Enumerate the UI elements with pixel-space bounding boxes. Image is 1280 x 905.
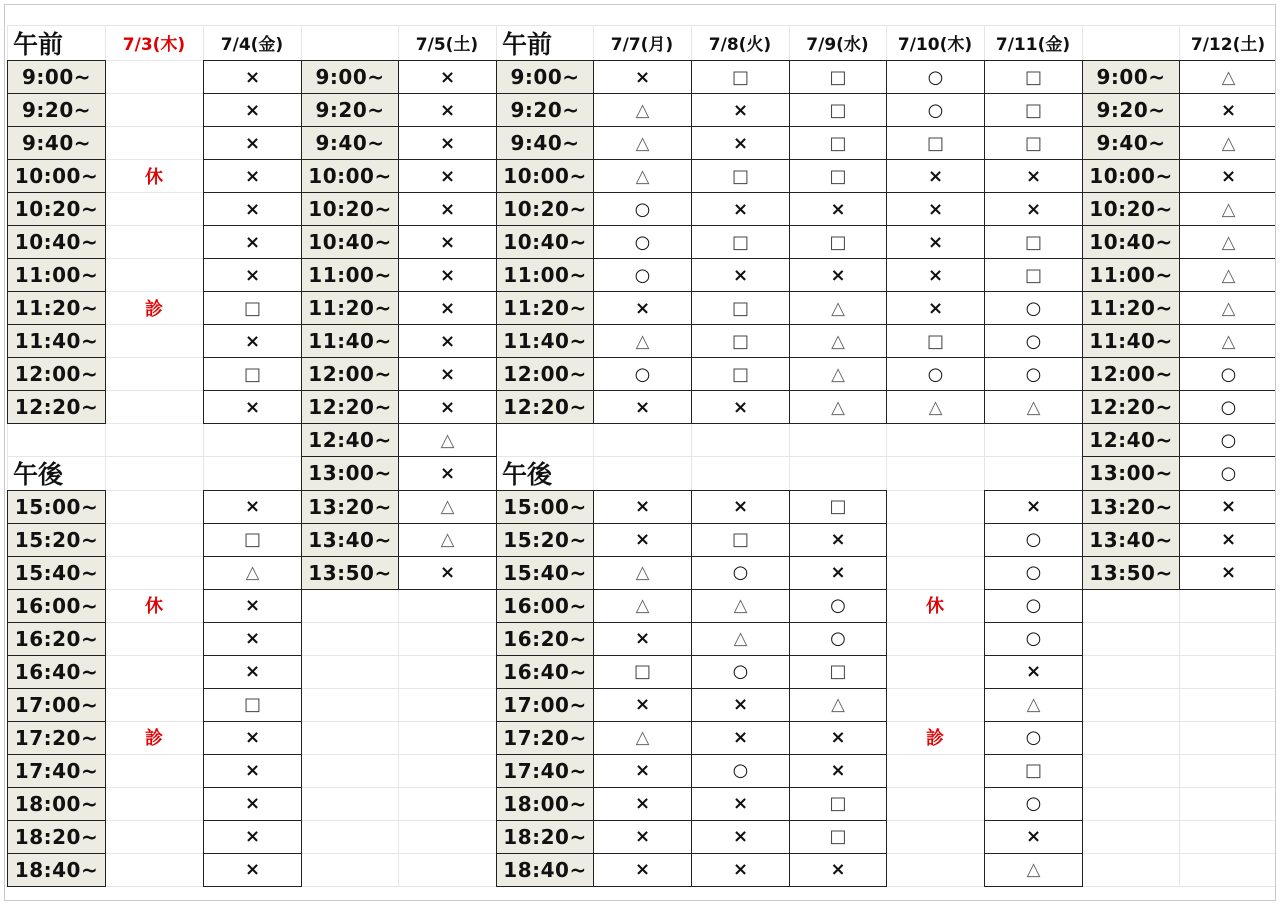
time-slot-label: 10:00~ xyxy=(1082,159,1180,193)
time-slot-label: 15:00~ xyxy=(496,490,594,524)
time-slot-label: 12:20~ xyxy=(1082,390,1180,424)
availability-mark: × xyxy=(593,291,692,325)
availability-mark: △ xyxy=(789,390,887,424)
time-slot-label: 13:50~ xyxy=(301,556,399,590)
availability-mark: △ xyxy=(789,291,887,325)
time-slot-label: 11:20~ xyxy=(1082,291,1180,325)
time-slot-label: 10:40~ xyxy=(496,225,594,259)
time-slot-label: 13:00~ xyxy=(301,456,399,490)
availability-mark: × xyxy=(593,490,692,524)
availability-mark: × xyxy=(1179,159,1276,193)
availability-mark: ○ xyxy=(1179,423,1276,457)
availability-mark: ○ xyxy=(593,357,692,391)
availability-mark: × xyxy=(203,655,302,689)
time-slot-label: 11:40~ xyxy=(496,324,594,358)
availability-mark: ○ xyxy=(984,324,1083,358)
availability-mark: ○ xyxy=(691,754,790,788)
availability-mark: × xyxy=(398,93,497,127)
availability-mark: × xyxy=(691,192,790,226)
availability-mark: × xyxy=(203,589,302,623)
availability-mark: △ xyxy=(789,357,887,391)
date-header-0711: 7/11(金) xyxy=(995,35,1071,55)
availability-mark: × xyxy=(203,754,302,788)
time-slot-label: 12:20~ xyxy=(301,390,399,424)
availability-mark: × xyxy=(593,754,692,788)
availability-mark: ○ xyxy=(1179,456,1276,490)
closed-day-label: 診 xyxy=(145,728,163,750)
availability-mark: △ xyxy=(593,93,692,127)
availability-mark: × xyxy=(203,93,302,127)
availability-mark: ○ xyxy=(984,787,1083,821)
availability-mark: △ xyxy=(1179,258,1276,292)
time-slot-label: 10:00~ xyxy=(496,159,594,193)
availability-mark: □ xyxy=(984,126,1083,160)
time-slot-label: 17:20~ xyxy=(496,721,594,755)
availability-mark: △ xyxy=(398,423,497,457)
time-slot-label: 17:40~ xyxy=(496,754,594,788)
time-slot-label: 12:00~ xyxy=(301,357,399,391)
availability-mark: □ xyxy=(984,225,1083,259)
time-slot-label: 11:20~ xyxy=(496,291,594,325)
time-slot-label: 16:20~ xyxy=(7,622,106,656)
availability-mark: × xyxy=(691,721,790,755)
time-slot-label: 9:40~ xyxy=(301,126,399,160)
availability-mark: × xyxy=(398,192,497,226)
availability-mark: □ xyxy=(789,820,887,854)
availability-mark: × xyxy=(398,291,497,325)
availability-mark: △ xyxy=(398,490,497,524)
time-slot-label: 18:40~ xyxy=(496,853,594,887)
availability-mark: × xyxy=(203,60,302,94)
availability-mark: △ xyxy=(1179,324,1276,358)
time-slot-label: 10:20~ xyxy=(7,192,106,226)
availability-mark: △ xyxy=(1179,291,1276,325)
time-slot-label: 18:40~ xyxy=(7,853,106,887)
availability-mark: × xyxy=(398,159,497,193)
date-header-0709: 7/9(水) xyxy=(806,35,869,55)
time-slot-label: 17:20~ xyxy=(7,721,106,755)
availability-mark: × xyxy=(984,820,1083,854)
availability-mark: □ xyxy=(691,324,790,358)
availability-mark: ○ xyxy=(691,655,790,689)
time-slot-label: 13:20~ xyxy=(1082,490,1180,524)
availability-mark: × xyxy=(691,490,790,524)
availability-mark: □ xyxy=(691,357,790,391)
time-slot-label: 11:20~ xyxy=(301,291,399,325)
time-slot-label: 13:50~ xyxy=(1082,556,1180,590)
time-slot-label: 18:20~ xyxy=(496,820,594,854)
availability-mark: × xyxy=(398,258,497,292)
closed-day-label: 診 xyxy=(145,298,163,320)
availability-mark: × xyxy=(203,324,302,358)
availability-mark: × xyxy=(984,655,1083,689)
availability-mark: × xyxy=(691,390,790,424)
availability-mark: × xyxy=(886,225,985,259)
availability-mark: △ xyxy=(1179,225,1276,259)
availability-mark: × xyxy=(789,192,887,226)
availability-mark: × xyxy=(593,820,692,854)
availability-mark: × xyxy=(789,853,887,887)
availability-mark: × xyxy=(398,390,497,424)
availability-mark: × xyxy=(789,754,887,788)
availability-mark: □ xyxy=(789,93,887,127)
availability-mark: ○ xyxy=(984,556,1083,590)
availability-mark: × xyxy=(886,258,985,292)
time-slot-label: 15:00~ xyxy=(7,490,106,524)
closed-day-label: 休 xyxy=(145,596,163,618)
time-slot-label: 10:40~ xyxy=(1082,225,1180,259)
time-slot-label: 9:00~ xyxy=(496,60,594,94)
availability-mark: × xyxy=(398,324,497,358)
time-slot-label: 16:20~ xyxy=(496,622,594,656)
time-slot-label: 17:40~ xyxy=(7,754,106,788)
availability-mark: □ xyxy=(789,655,887,689)
time-slot-label: 15:40~ xyxy=(496,556,594,590)
availability-mark: △ xyxy=(1179,192,1276,226)
availability-mark: × xyxy=(984,192,1083,226)
availability-mark: × xyxy=(789,556,887,590)
section-title-afternoon: 午後 xyxy=(502,459,553,489)
time-slot-label: 9:20~ xyxy=(496,93,594,127)
time-slot-label: 16:00~ xyxy=(496,589,594,623)
availability-mark: × xyxy=(691,258,790,292)
time-slot-label: 11:20~ xyxy=(7,291,106,325)
availability-mark: × xyxy=(789,258,887,292)
availability-mark: △ xyxy=(1179,60,1276,94)
date-header-0703: 7/3(木) xyxy=(122,35,186,55)
availability-mark: △ xyxy=(789,324,887,358)
time-slot-label: 16:00~ xyxy=(7,589,106,623)
availability-mark: □ xyxy=(789,490,887,524)
time-slot-label: 17:00~ xyxy=(496,688,594,722)
availability-mark: × xyxy=(1179,556,1276,590)
time-slot-label: 13:40~ xyxy=(1082,523,1180,557)
time-slot-label: 9:40~ xyxy=(1082,126,1180,160)
time-slot-label: 11:00~ xyxy=(7,258,106,292)
availability-mark: □ xyxy=(984,60,1083,94)
availability-mark: × xyxy=(691,93,790,127)
availability-mark: □ xyxy=(789,225,887,259)
time-slot-label: 12:20~ xyxy=(496,390,594,424)
availability-mark: △ xyxy=(593,159,692,193)
availability-mark: △ xyxy=(593,721,692,755)
time-slot-label: 10:40~ xyxy=(7,225,106,259)
availability-mark: △ xyxy=(398,523,497,557)
availability-mark: × xyxy=(398,357,497,391)
availability-mark: △ xyxy=(984,390,1083,424)
availability-mark: × xyxy=(203,258,302,292)
time-slot-label: 12:20~ xyxy=(7,390,106,424)
time-slot-label: 11:00~ xyxy=(496,258,594,292)
availability-mark: ○ xyxy=(886,93,985,127)
time-slot-label: 11:40~ xyxy=(1082,324,1180,358)
availability-mark: ○ xyxy=(593,225,692,259)
time-slot-label: 16:40~ xyxy=(496,655,594,689)
availability-mark: □ xyxy=(203,688,302,722)
time-slot-label: 12:00~ xyxy=(7,357,106,391)
availability-mark: △ xyxy=(984,688,1083,722)
availability-mark: × xyxy=(203,390,302,424)
availability-mark: × xyxy=(984,490,1083,524)
closed-day-label: 休 xyxy=(926,596,944,618)
availability-mark: □ xyxy=(691,159,790,193)
availability-mark: × xyxy=(1179,490,1276,524)
availability-mark: ○ xyxy=(984,357,1083,391)
time-slot-label: 9:20~ xyxy=(301,93,399,127)
closed-day-label: 休 xyxy=(145,166,163,188)
availability-mark: □ xyxy=(203,357,302,391)
availability-mark: × xyxy=(691,126,790,160)
availability-mark: △ xyxy=(203,556,302,590)
time-slot-label: 13:20~ xyxy=(301,490,399,524)
time-slot-label: 10:00~ xyxy=(7,159,106,193)
availability-mark: □ xyxy=(789,126,887,160)
availability-mark: ○ xyxy=(886,357,985,391)
section-title-afternoon: 午後 xyxy=(13,459,64,489)
section-title-morning: 午前 xyxy=(502,29,553,59)
availability-mark: × xyxy=(984,159,1083,193)
time-slot-label: 9:20~ xyxy=(1082,93,1180,127)
availability-mark: ○ xyxy=(593,192,692,226)
availability-mark: □ xyxy=(691,60,790,94)
availability-mark: □ xyxy=(691,291,790,325)
availability-mark: ○ xyxy=(984,589,1083,623)
time-slot-label: 11:40~ xyxy=(301,324,399,358)
availability-mark: × xyxy=(886,291,985,325)
availability-mark: □ xyxy=(984,93,1083,127)
availability-mark: × xyxy=(203,853,302,887)
availability-mark: × xyxy=(203,820,302,854)
time-slot-label: 12:00~ xyxy=(496,357,594,391)
availability-mark: × xyxy=(593,853,692,887)
availability-mark: × xyxy=(203,622,302,656)
availability-mark: □ xyxy=(886,324,985,358)
availability-mark: □ xyxy=(789,60,887,94)
availability-mark: × xyxy=(593,60,692,94)
availability-mark: × xyxy=(593,622,692,656)
availability-mark: △ xyxy=(593,126,692,160)
availability-mark: □ xyxy=(203,291,302,325)
time-slot-label: 13:00~ xyxy=(1082,456,1180,490)
availability-mark: × xyxy=(398,126,497,160)
availability-mark: × xyxy=(203,126,302,160)
availability-mark: □ xyxy=(984,258,1083,292)
time-slot-label: 11:00~ xyxy=(301,258,399,292)
availability-mark: △ xyxy=(789,688,887,722)
time-slot-label: 16:40~ xyxy=(7,655,106,689)
time-slot-label: 9:00~ xyxy=(301,60,399,94)
time-slot-label: 13:40~ xyxy=(301,523,399,557)
availability-mark: × xyxy=(593,688,692,722)
availability-mark: × xyxy=(789,721,887,755)
availability-mark: ○ xyxy=(789,622,887,656)
time-slot-label: 17:00~ xyxy=(7,688,106,722)
availability-mark: □ xyxy=(789,787,887,821)
availability-mark: × xyxy=(203,787,302,821)
availability-mark: ○ xyxy=(593,258,692,292)
date-header-0704: 7/4(金) xyxy=(220,35,284,55)
availability-mark: □ xyxy=(886,126,985,160)
availability-mark: × xyxy=(203,225,302,259)
time-slot-label: 12:40~ xyxy=(301,423,399,457)
availability-mark: △ xyxy=(691,622,790,656)
availability-mark: ○ xyxy=(886,60,985,94)
time-slot-label: 10:00~ xyxy=(301,159,399,193)
availability-mark: × xyxy=(886,159,985,193)
time-slot-label: 10:20~ xyxy=(1082,192,1180,226)
availability-mark: ○ xyxy=(1179,357,1276,391)
appointment-sheet xyxy=(4,4,1276,901)
availability-mark: ○ xyxy=(691,556,790,590)
time-slot-label: 10:20~ xyxy=(496,192,594,226)
availability-mark: ○ xyxy=(789,589,887,623)
date-header-0707: 7/7(月) xyxy=(610,35,674,55)
time-slot-label: 9:20~ xyxy=(7,93,106,127)
availability-mark: × xyxy=(691,688,790,722)
availability-mark: □ xyxy=(203,523,302,557)
availability-mark: △ xyxy=(1179,126,1276,160)
availability-mark: × xyxy=(203,490,302,524)
date-header-0710: 7/10(木) xyxy=(897,35,973,55)
availability-mark: × xyxy=(593,390,692,424)
closed-day-label: 診 xyxy=(926,728,944,750)
time-slot-label: 9:00~ xyxy=(7,60,106,94)
availability-mark: □ xyxy=(789,159,887,193)
availability-mark: ○ xyxy=(984,523,1083,557)
availability-mark: △ xyxy=(886,390,985,424)
availability-mark: × xyxy=(398,456,497,490)
section-title-morning: 午前 xyxy=(13,29,64,59)
time-slot-label: 11:40~ xyxy=(7,324,106,358)
availability-mark: × xyxy=(203,192,302,226)
time-slot-label: 9:00~ xyxy=(1082,60,1180,94)
time-slot-label: 10:20~ xyxy=(301,192,399,226)
availability-mark: × xyxy=(398,556,497,590)
time-slot-label: 15:20~ xyxy=(7,523,106,557)
time-slot-label: 18:20~ xyxy=(7,820,106,854)
availability-mark: ○ xyxy=(984,291,1083,325)
availability-mark: × xyxy=(1179,523,1276,557)
availability-mark: △ xyxy=(593,556,692,590)
availability-mark: × xyxy=(203,721,302,755)
availability-mark: □ xyxy=(593,655,692,689)
availability-mark: △ xyxy=(691,589,790,623)
time-slot-label: 15:40~ xyxy=(7,556,106,590)
time-slot-label: 18:00~ xyxy=(7,787,106,821)
availability-mark: □ xyxy=(691,225,790,259)
time-slot-label: 9:40~ xyxy=(496,126,594,160)
availability-mark: □ xyxy=(691,523,790,557)
availability-mark: × xyxy=(203,159,302,193)
availability-mark: △ xyxy=(593,589,692,623)
availability-mark: × xyxy=(398,225,497,259)
availability-mark: × xyxy=(886,192,985,226)
availability-mark: □ xyxy=(984,754,1083,788)
date-header-0708: 7/8(火) xyxy=(708,35,772,55)
availability-mark: × xyxy=(789,523,887,557)
date-header-0705: 7/5(土) xyxy=(415,35,479,55)
time-slot-label: 9:40~ xyxy=(7,126,106,160)
availability-mark: △ xyxy=(984,853,1083,887)
availability-mark: × xyxy=(1179,93,1276,127)
availability-mark: ○ xyxy=(984,721,1083,755)
availability-mark: × xyxy=(691,853,790,887)
date-header-0712: 7/12(土) xyxy=(1190,35,1266,55)
availability-mark: ○ xyxy=(1179,390,1276,424)
availability-mark: × xyxy=(691,820,790,854)
time-slot-label: 10:40~ xyxy=(301,225,399,259)
time-slot-label: 12:00~ xyxy=(1082,357,1180,391)
availability-mark: × xyxy=(593,523,692,557)
availability-mark: △ xyxy=(593,324,692,358)
availability-mark: × xyxy=(398,60,497,94)
time-slot-label: 12:40~ xyxy=(1082,423,1180,457)
time-slot-label: 18:00~ xyxy=(496,787,594,821)
availability-mark: ○ xyxy=(984,622,1083,656)
availability-mark: × xyxy=(593,787,692,821)
time-slot-label: 11:00~ xyxy=(1082,258,1180,292)
availability-mark: × xyxy=(691,787,790,821)
time-slot-label: 15:20~ xyxy=(496,523,594,557)
